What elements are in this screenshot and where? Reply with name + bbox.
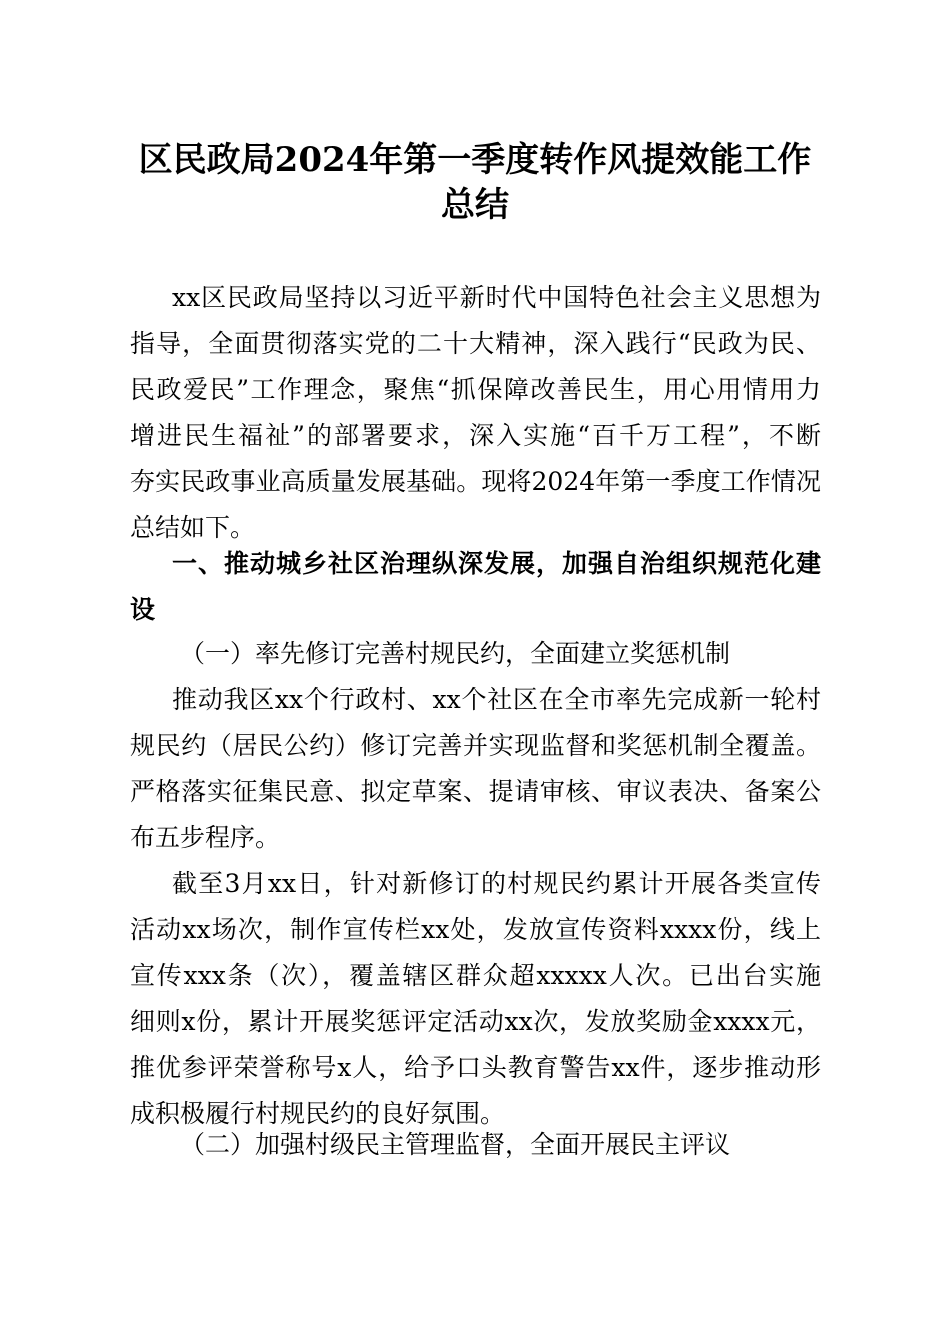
text-line: 规民约（居民公约）修订完善并实现监督和奖惩机制全覆盖。 bbox=[130, 731, 821, 760]
subheading-2: （二）加强村级民主管理监督，全面开展民主评议 bbox=[180, 1130, 731, 1159]
text-line: 推动我区xx个行政村、xx个社区在全市率先完成新一轮村 bbox=[172, 685, 821, 714]
text-line: 总结如下。 bbox=[130, 513, 256, 542]
text-line: 细则x份，累计开展奖惩评定活动xx次，发放奖励金xxxx元， bbox=[130, 1007, 821, 1036]
text-line: 布五步程序。 bbox=[130, 823, 281, 852]
text-line: 严格落实征集民意、拟定草案、提请审核、审议表决、备案公 bbox=[130, 777, 821, 806]
text-line: xx区民政局坚持以习近平新时代中国特色社会主义思想为 bbox=[172, 283, 821, 312]
text-line: 宣传xxx条（次），覆盖辖区群众超xxxxx人次。已出台实施 bbox=[130, 961, 821, 990]
heading-line: 一、推动城乡社区治理纵深发展，加强自治组织规范化建 bbox=[172, 549, 821, 578]
subheading-1: （一）率先修订完善村规民约，全面建立奖惩机制 bbox=[180, 639, 731, 668]
text-line: 夯实民政事业高质量发展基础。现将2024年第一季度工作情况 bbox=[130, 467, 821, 496]
document-title-line-2: 总结 bbox=[441, 185, 509, 225]
heading-line: 设 bbox=[130, 595, 156, 624]
text-line: 截至3月xx日，针对新修订的村规民约累计开展各类宣传 bbox=[172, 869, 821, 898]
text-line: 成积极履行村规民约的良好氛围。 bbox=[130, 1099, 506, 1128]
text-line: 活动xx场次，制作宣传栏xx处，发放宣传资料xxxx份，线上 bbox=[130, 915, 821, 944]
text-line: 增进民生福祉”的部署要求，深入实施“百千万工程”，不断 bbox=[130, 421, 821, 450]
text-line: 民政爱民”工作理念，聚焦“抓保障改善民生，用心用情用力 bbox=[130, 375, 821, 404]
text-line: 指导，全面贯彻落实党的二十大精神，深入践行“民政为民、 bbox=[130, 329, 821, 358]
text-line: 推优参评荣誉称号x人，给予口头教育警告xx件，逐步推动形 bbox=[130, 1053, 821, 1082]
document-title-line-1: 区民政局2024年第一季度转作风提效能工作 bbox=[138, 140, 812, 180]
